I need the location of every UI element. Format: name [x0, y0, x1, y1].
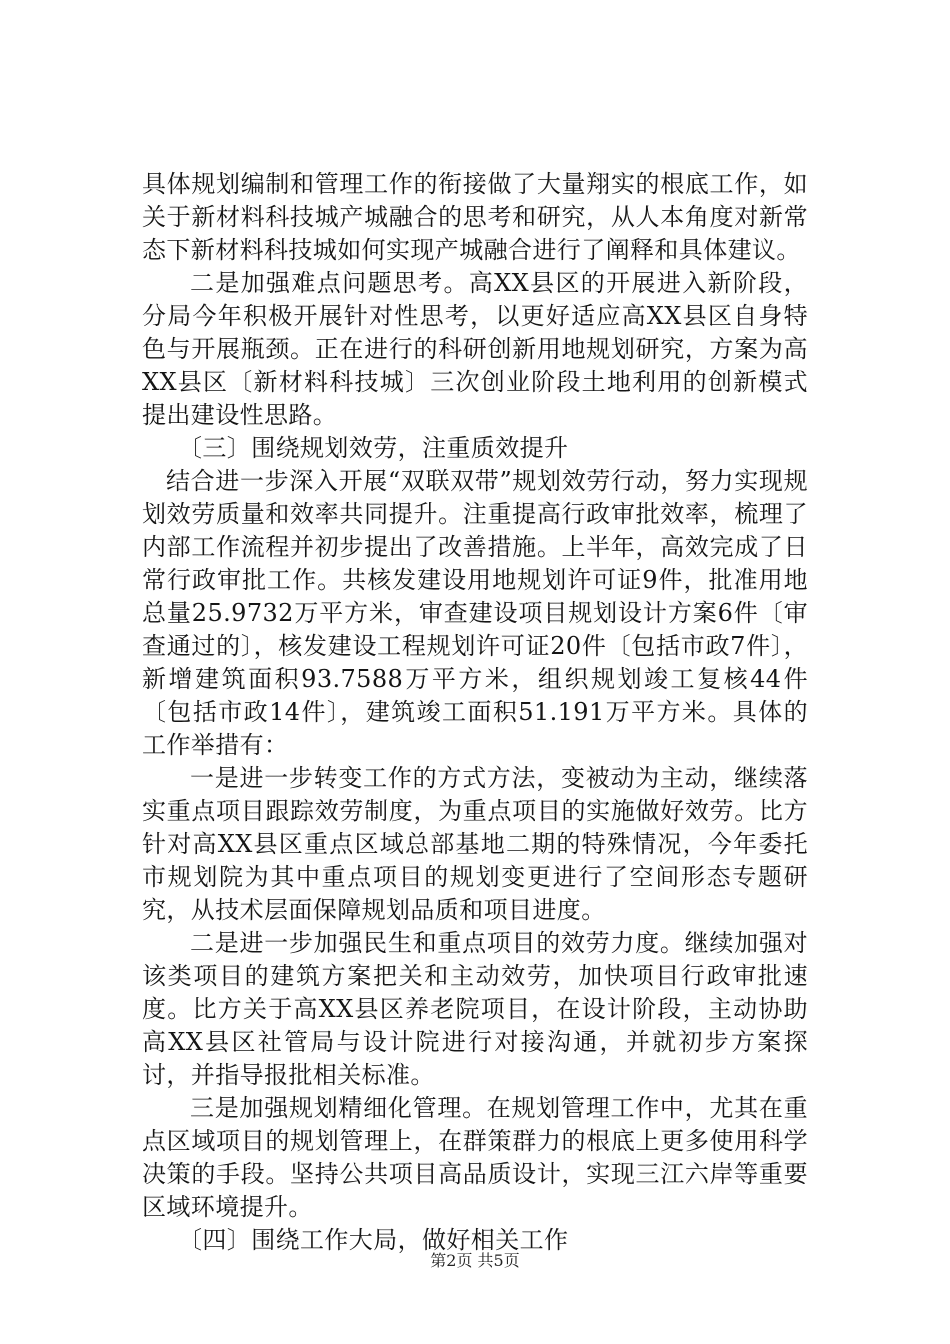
paragraph-planning-service: 结合进一步深入开展“双联双带”规划效劳行动，努力实现规划效劳质量和效率共同提升。注重提高行政审批效率，梳理了内部工作流程并初步提出了改善措施。上半年，高效完成了日常行政审批工作。共核发建设用地规划许可证9件，批准用地总量25.9732万平方米，审查建设项目规划设计方案6件〔审查通过的〕，核发建设工程规划许可证20件〔包括市政7件〕，新增建筑面积93.7588万平方米，组织规划竣工复核44件〔包括市政14件〕，建筑竣工面积51.191万平方米。具体的工作举措有： [142, 467, 808, 759]
page-number-footer: 第2页 共5页 [430, 1251, 520, 1270]
paragraph-livelihood-projects: 二是进一步加强民生和重点项目的效劳力度。继续加强对该类项目的建筑方案把关和主动效劳，加快项目行政审批速度。比方关于高XX县区养老院项目，在设计阶段，主动协助高XX县区社管局与设计院进行对接沟通，并就初步方案探讨，并指导报批相关标准。 [142, 929, 808, 1089]
paragraph-difficult-issues: 二是加强难点问题思考。高XX县区的开展进入新阶段，分局今年积极开展针对性思考，以更好适应高XX县区自身特色与开展瓶颈。正在进行的科研创新用地规划研究，方案为高XX县区〔新材料科技城〕三次创业阶段土地利用的创新模式提出建设性思路。 [142, 269, 808, 429]
paragraph-continuation: 具体规划编制和管理工作的衔接做了大量翔实的根底工作，如关于新材料科技城产城融合的思考和研究，从人本角度对新常态下新材料科技城如何实现产城融合进行了阐释和具体建议。 [142, 170, 808, 264]
section-heading-three: 〔三〕围绕规划效劳，注重质效提升 [178, 434, 569, 462]
document-body [142, 168, 808, 1257]
paragraph-fine-management: 三是加强规划精细化管理。在规划管理工作中，尤其在重点区域项目的规划管理上，在群策群力的根底上更多使用科学决策的手段。坚持公共项目高品质设计，实现三江六岸等重要区域环境提升。 [142, 1094, 808, 1221]
section-heading-four: 〔四〕围绕工作大局，做好相关工作 [178, 1226, 569, 1254]
paragraph-method-change: 一是进一步转变工作的方式方法，变被动为主动，继续落实重点项目跟踪效劳制度，为重点项目的实施做好效劳。比方针对高XX县区重点区域总部基地二期的特殊情况，今年委托市规划院为其中重点项目的规划变更进行了空间形态专题研究，从技术层面保障规划品质和项目进度。 [142, 764, 808, 924]
